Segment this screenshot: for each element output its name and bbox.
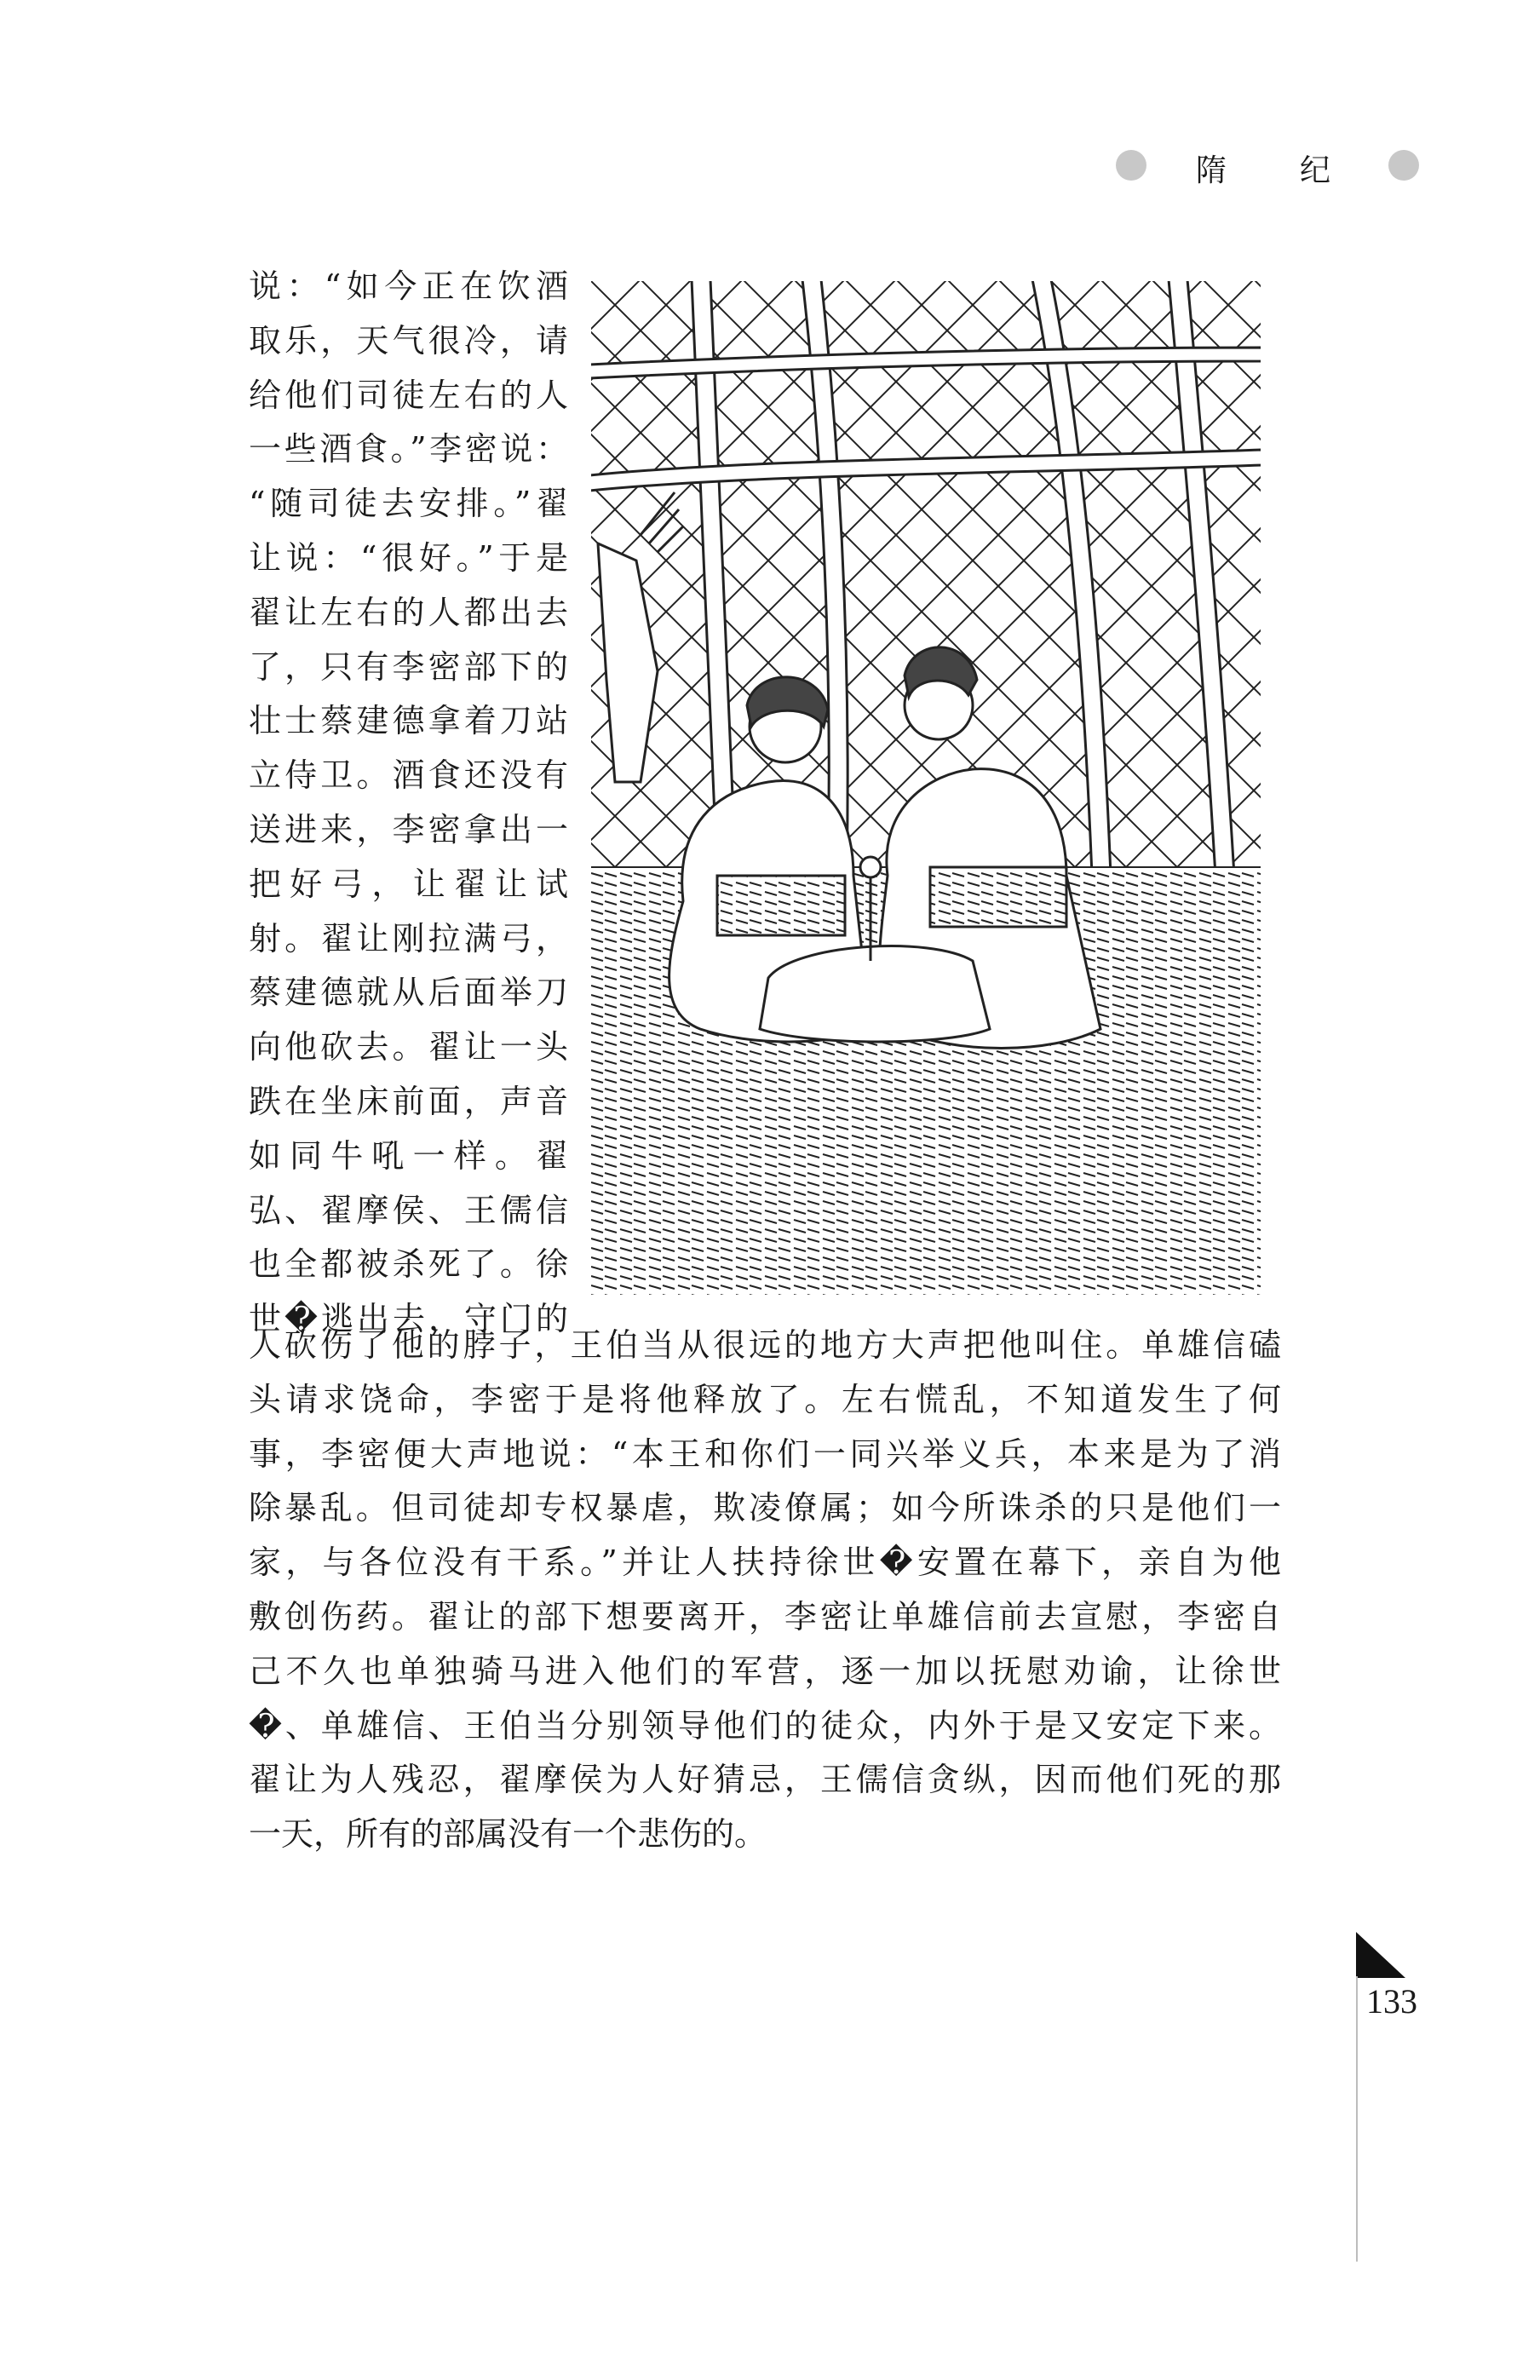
column-line: 把好弓，让翟让试 xyxy=(249,865,568,903)
column-line: 让说：“很好。”于是 xyxy=(249,538,568,577)
body-line: 家，与各位没有干系。”并让人扶持徐世�安置在幕下，亲自为他 xyxy=(249,1544,1281,1582)
body-line: 己不久也单独骑马进入他们的军营，逐一加以抚慰劝谕，让徐世 xyxy=(249,1652,1281,1690)
page-number: 133 xyxy=(1366,1982,1417,2021)
header-dot-right xyxy=(1388,150,1419,181)
header-title-char-1: 隋 xyxy=(1196,153,1229,188)
column-line: 向他砍去。翟让一头 xyxy=(249,1028,568,1066)
line-drawing-illustration xyxy=(589,279,1262,1296)
column-line: 弘、翟摩侯、王儒信 xyxy=(249,1191,568,1229)
column-line: 蔡建德就从后面举刀 xyxy=(249,974,568,1012)
body-line: 敷创伤药。翟让的部下想要离开，李密让单雄信前去宣慰，李密自 xyxy=(249,1597,1281,1636)
column-line: 跌在坐床前面，声音 xyxy=(249,1082,568,1120)
header-dot-left xyxy=(1116,150,1146,181)
column-line: 了，只有李密部下的 xyxy=(249,647,568,686)
column-line: 翟让左右的人都出去 xyxy=(249,593,568,631)
column-line: 一些酒食。”李密说： xyxy=(249,430,568,469)
column-line: 壮士蔡建德拿着刀站 xyxy=(249,702,568,740)
column-line: 也全都被杀死了。徐 xyxy=(249,1245,568,1284)
body-line: 事，李密便大声地说：“本王和你们一同兴举义兵，本来是为了消 xyxy=(249,1434,1281,1473)
body-line: 人砍伤了他的脖子，王伯当从很远的地方大声把他叫住。单雄信磕 xyxy=(249,1326,1281,1364)
page-corner-triangle xyxy=(1356,1932,1407,1978)
column-line: 立侍卫。酒食还没有 xyxy=(249,756,568,795)
column-line: 世�逃出去，守门的 xyxy=(249,1300,568,1338)
column-line: 说：“如今正在饮酒 xyxy=(249,267,568,305)
column-line: 如同牛吼一样。翟 xyxy=(249,1136,568,1175)
body-line: 头请求饶命，李密于是将他释放了。左右慌乱，不知道发生了何 xyxy=(249,1380,1281,1418)
body-line: �、单雄信、王伯当分别领导他们的徒众，内外于是又安定下来。 xyxy=(249,1706,1281,1745)
full-width-paragraph xyxy=(249,1319,1281,1862)
body-line: 一天，所有的部属没有一个悲伤的。 xyxy=(249,1815,767,1854)
column-line: “随司徒去安排。”翟 xyxy=(249,485,568,523)
body-line: 除暴乱。但司徒却专权暴虐，欺凌僚属；如今所诛杀的只是他们一 xyxy=(249,1489,1281,1527)
narrow-text-column xyxy=(249,260,568,1347)
margin-rule xyxy=(1356,1976,1358,2262)
running-header xyxy=(1107,143,1431,194)
column-line: 送进来，李密拿出一 xyxy=(249,810,568,848)
column-line: 射。翟让刚拉满弓， xyxy=(249,919,568,957)
header-title-char-2: 纪 xyxy=(1300,153,1333,188)
body-line: 翟让为人残忍，翟摩侯为人好猜忌，王儒信贪纵，因而他们死的那 xyxy=(249,1761,1281,1799)
column-line: 取乐，天气很冷，请 xyxy=(249,321,568,359)
column-line: 给他们司徒左右的人 xyxy=(249,376,568,414)
